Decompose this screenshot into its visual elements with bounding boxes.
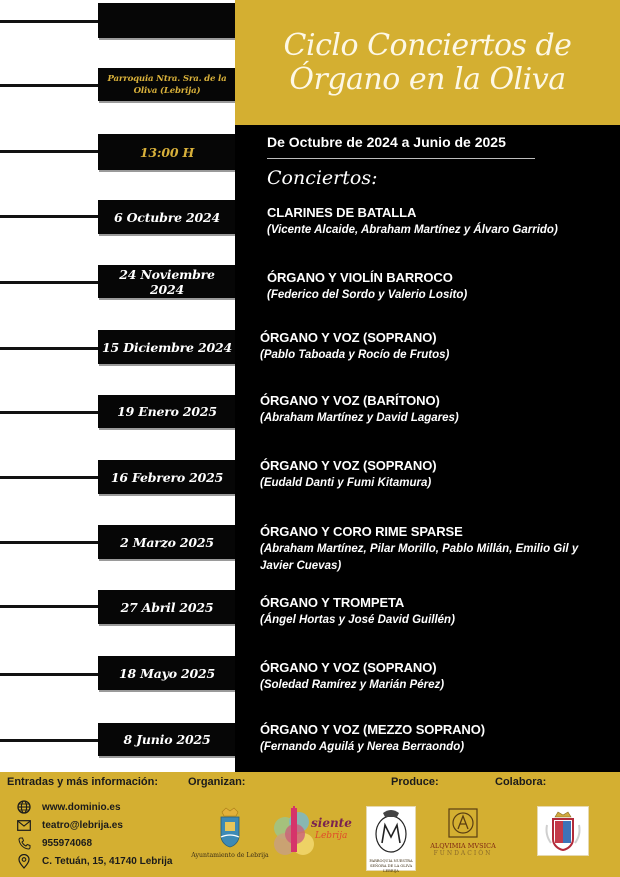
concert-item	[260, 594, 590, 629]
siente-sub-wordmark: Lebrija	[315, 831, 348, 841]
mail-icon	[16, 817, 32, 833]
key-line	[0, 673, 100, 676]
concert-performers: (Ángel Hortas y José David Guillén)	[260, 614, 455, 626]
concert-title: ÓRGANO Y VIOLÍN BARROCO	[267, 270, 453, 285]
concert-title: ÓRGANO Y VOZ (SOPRANO)	[260, 458, 437, 473]
concert-performers: (Abraham Martínez y David Lagares)	[260, 412, 459, 424]
concert-title: ÓRGANO Y TROMPETA	[260, 595, 405, 610]
concert-performers: (Eudald Danti y Fumi Kitamura)	[260, 477, 432, 489]
date-key	[98, 656, 236, 690]
divider	[267, 158, 535, 159]
venue-key	[98, 68, 236, 101]
key-line	[0, 541, 100, 544]
date-key	[98, 460, 236, 494]
date-key	[98, 723, 236, 756]
footer	[0, 772, 620, 877]
concert-date: 16 Febrero 2025	[110, 469, 224, 485]
concert-date: 24 Noviembre 2024	[119, 266, 215, 297]
location-pin-icon	[16, 853, 32, 869]
concert-date: 27 Abril 2025	[120, 599, 214, 615]
globe-icon	[16, 799, 32, 815]
ornamental-a-icon	[446, 806, 480, 842]
concert-date: 6 Octubre 2024	[113, 209, 221, 225]
concert-title: ÓRGANO Y CORO RIME SPARSE	[260, 524, 463, 539]
key-line	[0, 411, 100, 414]
key-line	[0, 476, 100, 479]
address: C. Tetuán, 15, 41740 Lebrija	[42, 855, 173, 867]
concert-date: 19 Enero 2025	[117, 404, 217, 419]
siente-wordmark: siente	[311, 816, 352, 830]
key-line	[0, 20, 100, 23]
date-key	[98, 265, 236, 298]
concert-item	[260, 329, 590, 364]
concert-performers: (Abraham Martínez, Pilar Morillo, Pablo Millán, Emilio Gil y Javier Cuevas)	[260, 543, 579, 572]
date-key	[98, 590, 236, 624]
date-key	[98, 525, 236, 559]
concert-title: ÓRGANO Y VOZ (BARÍTONO)	[260, 393, 440, 408]
key-line	[0, 84, 100, 87]
siente-lebrija-logo	[273, 806, 357, 858]
concert-performers: (Federico del Sordo y Valerio Losito)	[267, 289, 468, 301]
website-link[interactable]: www.dominio.es	[42, 801, 121, 813]
concert-date: 15 Diciembre 2024	[102, 339, 232, 355]
date-key	[98, 395, 236, 428]
concert-item	[260, 392, 590, 427]
ayuntamiento-lebrija-logo	[190, 806, 270, 859]
time-key	[98, 134, 236, 170]
info-heading: Entradas y más información:	[7, 776, 158, 788]
date-range: De Octubre de 2024 a Junio de 2025	[267, 134, 506, 150]
phone-number[interactable]: 955974068	[42, 837, 93, 849]
coat-of-arms-icon	[190, 806, 270, 848]
date-key	[98, 330, 236, 364]
concert-item	[260, 523, 590, 575]
concert-item	[260, 659, 590, 694]
contact-email[interactable]	[16, 816, 123, 834]
contact-phone[interactable]	[16, 834, 92, 852]
concert-item	[260, 721, 590, 756]
key-line	[0, 150, 100, 153]
concert-performers: (Fernando Aguilá y Nerea Berraondo)	[260, 741, 465, 753]
concert-title: ÓRGANO Y VOZ (SOPRANO)	[260, 330, 437, 345]
organizan-heading: Organizan:	[188, 776, 246, 788]
concert-item	[267, 269, 587, 304]
venue-line-2: Oliva (Lebrija)	[133, 85, 201, 96]
key-line	[0, 215, 100, 218]
contact-website[interactable]	[16, 798, 121, 816]
concert-time: 13:00 H	[139, 144, 195, 160]
colabora-heading: Colabora:	[495, 776, 547, 788]
key-line	[0, 605, 100, 608]
venue-line-1: Parroquia Ntra. Sra. de la	[107, 73, 227, 84]
concert-performers: (Vicente Alcaide, Abraham Martínez y Álvaro Garrido)	[267, 224, 558, 236]
concert-performers: (Soledad Ramírez y Marián Pérez)	[260, 679, 445, 691]
parroquia-logo	[366, 806, 416, 871]
alquimia-caption-1: ALQVIMIA MVSICA	[430, 842, 496, 850]
alquimia-musica-logo	[430, 806, 496, 857]
concert-title: ÓRGANO Y VOZ (MEZZO SOPRANO)	[260, 722, 485, 737]
concert-item	[260, 457, 590, 492]
email-link[interactable]: teatro@lebrija.es	[42, 819, 123, 831]
title-block	[235, 0, 620, 125]
produce-heading: Produce:	[391, 776, 439, 788]
concert-date: 18 Mayo 2025	[118, 665, 216, 681]
concerts-heading: Conciertos:	[267, 167, 378, 189]
poster-title: Ciclo Conciertos de Órgano en la Oliva	[283, 27, 572, 97]
concert-title: CLARINES DE BATALLA	[267, 205, 417, 220]
crest-icon	[543, 809, 583, 853]
contact-address	[16, 852, 172, 870]
marian-monogram-icon	[367, 807, 415, 855]
concert-date: 2 Marzo 2025	[120, 534, 214, 550]
concert-item	[267, 204, 587, 239]
parroquia-caption: PARROQUIA NUESTRA SEÑORA DE LA OLIVA LEBRIJA	[369, 859, 413, 873]
alquimia-caption-2: FUNDACIÓN	[433, 850, 493, 857]
blank-key	[98, 3, 236, 38]
phone-icon	[16, 835, 32, 851]
concert-performers: (Pablo Taboada y Rocío de Frutos)	[260, 349, 450, 361]
colabora-crest-logo	[537, 806, 589, 856]
concert-date: 8 Junio 2025	[123, 732, 211, 747]
ayuntamiento-caption: Ayuntamiento de Lebrija	[191, 852, 269, 859]
date-key	[98, 200, 236, 234]
key-line	[0, 739, 100, 742]
key-line	[0, 347, 100, 350]
key-line	[0, 281, 100, 284]
concert-title: ÓRGANO Y VOZ (SOPRANO)	[260, 660, 437, 675]
